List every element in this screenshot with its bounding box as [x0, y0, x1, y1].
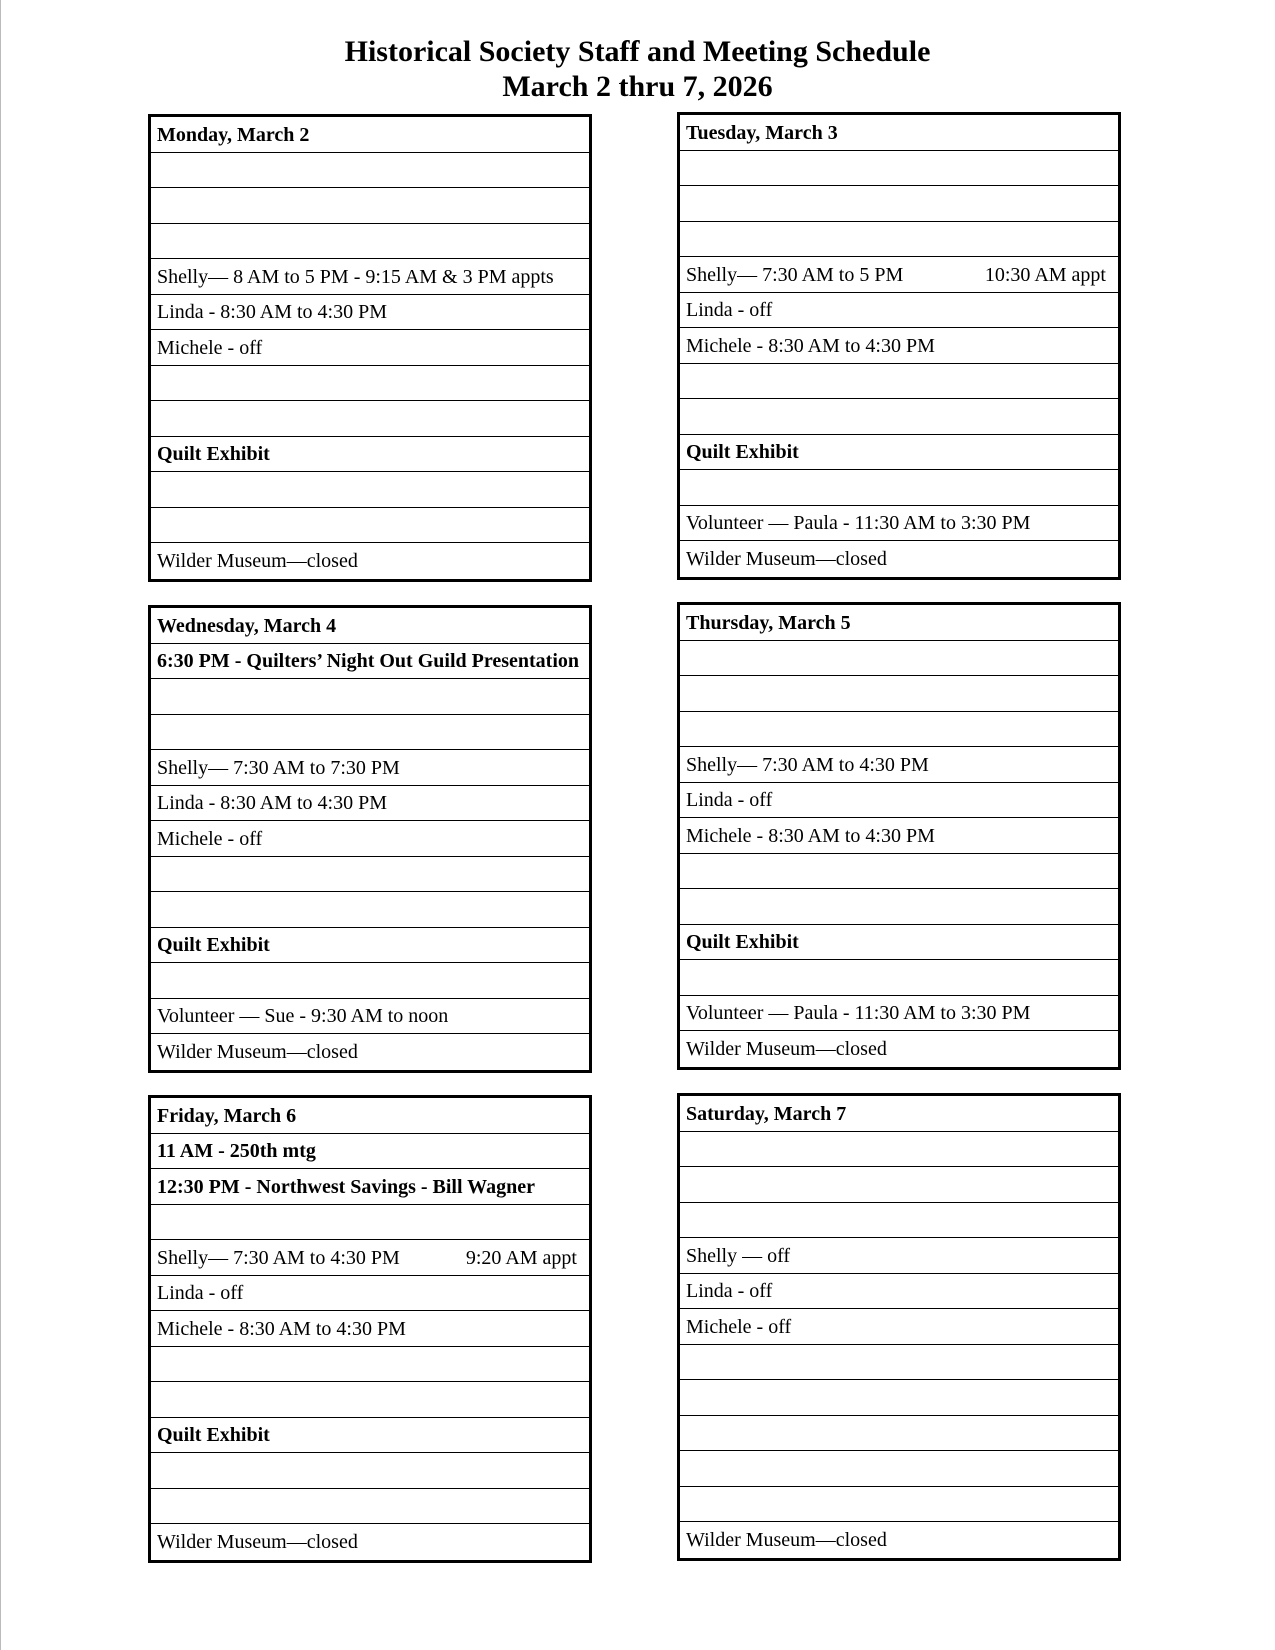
schedule-row: [680, 257, 1118, 293]
schedule-entry: Shelly— 8 AM to 5 PM - 9:15 AM & 3 PM appts: [157, 265, 554, 288]
page-subtitle-date-range: March 2 thru 7, 2026: [502, 70, 773, 103]
schedule-row: [680, 1416, 1118, 1452]
schedule-entry: Michele - 8:30 AM to 4:30 PM: [686, 334, 935, 357]
schedule-row: [151, 892, 589, 928]
day-heading-row: [680, 605, 1118, 641]
schedule-row: [151, 401, 589, 437]
day-heading-row: [680, 115, 1118, 151]
schedule-entry: Quilt Exhibit: [686, 931, 799, 954]
schedule-row: [680, 1238, 1118, 1274]
schedule-row: [151, 1169, 589, 1205]
schedule-row: [151, 1524, 589, 1560]
day-thursday: [677, 602, 1121, 1070]
schedule-entry: Shelly — off: [686, 1244, 791, 1267]
schedule-entry: 11 AM - 250th mtg: [157, 1140, 316, 1163]
schedule-row: [680, 641, 1118, 677]
schedule-entry: Wilder Museum—closed: [157, 1531, 358, 1554]
schedule-row: [680, 1487, 1118, 1523]
schedule-row: [680, 151, 1118, 187]
schedule-row: [680, 818, 1118, 854]
schedule-row: [151, 1489, 589, 1525]
schedule-row: [680, 328, 1118, 364]
schedule-row: [680, 506, 1118, 542]
day-saturday: [677, 1093, 1121, 1561]
day-tuesday: [677, 112, 1121, 580]
day-heading-row: [151, 608, 589, 644]
schedule-row: [680, 470, 1118, 506]
schedule-entry: Michele - off: [157, 336, 263, 359]
day-heading-row: [151, 117, 589, 153]
schedule-row: [680, 222, 1118, 258]
schedule-entry: Shelly— 7:30 AM to 4:30 PM: [686, 753, 929, 776]
schedule-row: [680, 541, 1118, 577]
schedule-row: [680, 435, 1118, 471]
schedule-row: [680, 1274, 1118, 1310]
schedule-entry: Quilt Exhibit: [157, 1424, 270, 1447]
schedule-entry: Quilt Exhibit: [157, 934, 270, 957]
day-heading: Tuesday, March 3: [686, 121, 838, 144]
schedule-entry: Linda - off: [686, 1280, 773, 1303]
schedule-entry: Michele - off: [686, 1315, 792, 1338]
schedule-row: [680, 676, 1118, 712]
schedule-row: [680, 364, 1118, 400]
schedule-row: [151, 366, 589, 402]
schedule-row: [680, 889, 1118, 925]
schedule-entry: Linda - 8:30 AM to 4:30 PM: [157, 792, 388, 815]
schedule-row: [680, 293, 1118, 329]
schedule-entry: Linda - 8:30 AM to 4:30 PM: [157, 301, 388, 324]
appointment-note: 9:20 AM appt: [465, 1246, 577, 1269]
schedule-entry: Shelly— 7:30 AM to 5 PM: [686, 263, 904, 286]
schedule-row: [151, 1276, 589, 1312]
schedule-row: [680, 712, 1118, 748]
schedule-row: [151, 295, 589, 331]
schedule-row: [151, 224, 589, 260]
appointment-note: 10:30 AM appt: [984, 263, 1106, 286]
schedule-entry: Linda - off: [157, 1282, 244, 1305]
schedule-entry: Shelly— 7:30 AM to 4:30 PM: [157, 1246, 400, 1269]
schedule-row: [151, 1418, 589, 1454]
schedule-entry: Volunteer — Sue - 9:30 AM to noon: [157, 1005, 449, 1028]
schedule-entry: Quilt Exhibit: [157, 443, 270, 466]
schedule-row: [151, 543, 589, 579]
schedule-row: [680, 960, 1118, 996]
schedule-row: [151, 437, 589, 473]
schedule-row: [151, 1311, 589, 1347]
schedule-row: [151, 153, 589, 189]
day-heading: Monday, March 2: [157, 123, 310, 146]
schedule-entry: Wilder Museum—closed: [686, 1038, 887, 1061]
schedule-row: [151, 750, 589, 786]
schedule-entry: Michele - off: [157, 827, 263, 850]
schedule-row: [680, 1203, 1118, 1239]
schedule-row: [151, 1034, 589, 1070]
schedule-row: [151, 508, 589, 544]
schedule-row: [151, 786, 589, 822]
schedule-entry: Wilder Museum—closed: [686, 1529, 887, 1552]
day-heading: Friday, March 6: [157, 1104, 297, 1127]
schedule-row: [680, 1167, 1118, 1203]
day-heading: Wednesday, March 4: [157, 614, 337, 637]
schedule-row: [151, 1134, 589, 1170]
day-friday: [148, 1095, 592, 1563]
schedule-entry: Quilt Exhibit: [686, 441, 799, 464]
schedule-entry: Wilder Museum—closed: [157, 1041, 358, 1064]
schedule-row: [680, 1309, 1118, 1345]
schedule-row: [680, 186, 1118, 222]
day-monday: [148, 114, 592, 582]
schedule-row: [680, 925, 1118, 961]
schedule-row: [151, 188, 589, 224]
schedule-entry: 12:30 PM - Northwest Savings - Bill Wagner: [157, 1175, 535, 1198]
schedule-row: [151, 644, 589, 680]
day-heading-row: [680, 1096, 1118, 1132]
schedule-row: [680, 1380, 1118, 1416]
schedule-entry: Wilder Museum—closed: [686, 548, 887, 571]
schedule-row: [151, 928, 589, 964]
schedule-row: [680, 1451, 1118, 1487]
page-edge-line: [0, 0, 1, 1650]
schedule-row: [151, 715, 589, 751]
schedule-entry: Michele - 8:30 AM to 4:30 PM: [686, 824, 935, 847]
schedule-entry: 6:30 PM - Quilters’ Night Out Guild Presentation: [157, 650, 580, 673]
day-heading: Saturday, March 7: [686, 1102, 847, 1125]
page-title: Historical Society Staff and Meeting Schedule: [344, 35, 931, 68]
schedule-row: [151, 1240, 589, 1276]
schedule-entry: Linda - off: [686, 789, 773, 812]
schedule-row: [151, 1382, 589, 1418]
schedule-row: [680, 747, 1118, 783]
schedule-row: [680, 1522, 1118, 1558]
schedule-row: [151, 999, 589, 1035]
schedule-row: [151, 963, 589, 999]
schedule-row: [680, 1031, 1118, 1067]
schedule-row: [151, 1347, 589, 1383]
day-heading: Thursday, March 5: [686, 611, 851, 634]
schedule-row: [151, 1453, 589, 1489]
schedule-row: [680, 996, 1118, 1032]
schedule-row: [151, 330, 589, 366]
schedule-row: [151, 259, 589, 295]
schedule-row: [151, 857, 589, 893]
schedule-row: [151, 679, 589, 715]
schedule-entry: Wilder Museum—closed: [157, 550, 358, 573]
schedule-row: [680, 783, 1118, 819]
schedule-entry: Michele - 8:30 AM to 4:30 PM: [157, 1317, 406, 1340]
schedule-row: [151, 472, 589, 508]
schedule-entry: Shelly— 7:30 AM to 7:30 PM: [157, 756, 400, 779]
schedule-entry: Volunteer — Paula - 11:30 AM to 3:30 PM: [686, 512, 1031, 535]
schedule-row: [680, 854, 1118, 890]
day-heading-row: [151, 1098, 589, 1134]
schedule-row: [680, 399, 1118, 435]
schedule-row: [680, 1345, 1118, 1381]
schedule-row: [151, 1205, 589, 1241]
schedule-row: [680, 1132, 1118, 1168]
day-wednesday: [148, 605, 592, 1073]
schedule-entry: Linda - off: [686, 299, 773, 322]
schedule-row: [151, 821, 589, 857]
schedule-entry: Volunteer — Paula - 11:30 AM to 3:30 PM: [686, 1002, 1031, 1025]
